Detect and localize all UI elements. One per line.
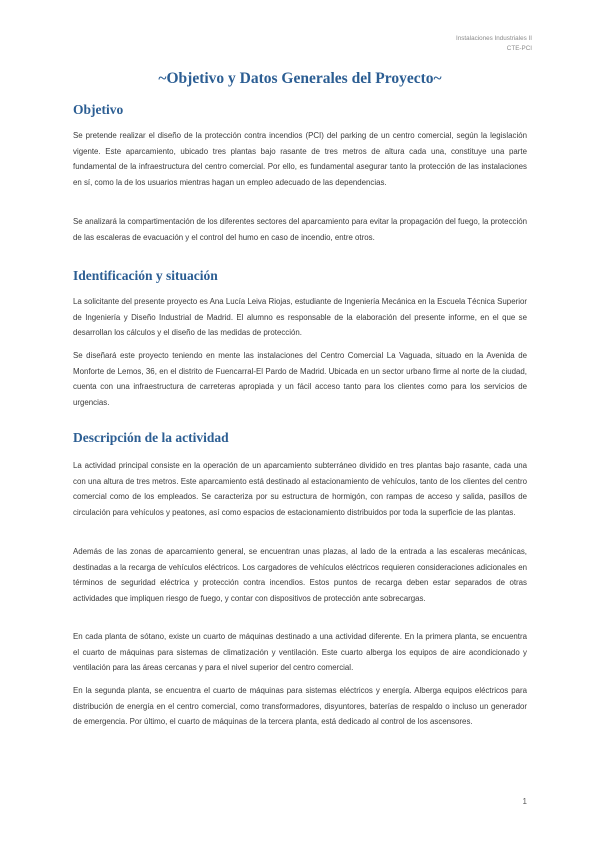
paragraph-descripcion-4: En la segunda planta, se encuentra el cuarto de máquinas para sistemas eléctricos y energía. Alberga equipos eléctricos para distribución de energía en el centro comercial, como transformadores, disyuntores, baterías de respaldo o incluso un generador de emergencia. Por último, el cuarto de máquinas de la tercera planta, está dedicado al control de los ascensores. bbox=[73, 686, 527, 727]
paragraph-descripcion-1: La actividad principal consiste en la operación de un aparcamiento subterráneo dividido en tres plantas bajo rasante, cada una con una altura de tres metros. Este aparcamiento está destinado al estacionamiento de vehículos, tanto de los clientes del centro comercial como de los empleados. Se caracteriza por su estructura de hormigón, con rampas de acceso y salida, pasillos de circulación para vehículos y peatones, así como espacios de estacionamiento distribuidos por toda la superficie de las plantas. bbox=[73, 461, 527, 517]
page-header bbox=[456, 34, 532, 53]
heading-objetivo: Objetivo bbox=[73, 102, 124, 117]
header-course: Instalaciones Industriales II bbox=[456, 35, 532, 42]
header-code: CTE-PCI bbox=[506, 44, 532, 52]
paragraph-descripcion-3: En cada planta de sótano, existe un cuarto de máquinas destinado a una actividad diferente. En la primera planta, se encuentra el cuarto de máquinas para sistemas de climatización y ventilación. Este cuarto alberga los equipos de aire acondicionado y ventilación para las áreas cercanas y para el nivel superior del centro comercial. bbox=[73, 632, 527, 673]
paragraph-identificacion-1: La solicitante del presente proyecto es Ana Lucía Leiva Riojas, estudiante de Ingeniería Mecánica en la Escuela Técnica Superior de Ingeniería y Diseño Industrial de Madrid. El alumno es responsable de la elaboración del presente informe, en el que se desarrollan los cálculos y el diseño de las medidas de protección. bbox=[73, 297, 527, 338]
paragraph-objetivo-2: Se analizará la compartimentación de los diferentes sectores del aparcamiento para evitar la propagación del fuego, la protección de las escaleras de evacuación y el control del humo en caso de incendio, entre otros. bbox=[73, 217, 527, 242]
paragraph-identificacion-2: Se diseñará este proyecto teniendo en mente las instalaciones del Centro Comercial La Vaguada, situado en la Avenida de Monforte de Lemos, 36, en el distrito de Fuencarral-El Pardo de Madrid. Ubicada en un sector urbano firme al norte de la ciudad, cuenta con una infraestructura de carreteras apropiada y un fácil acceso tanto para los clientes como para los servicios de urgencias. bbox=[73, 351, 527, 407]
heading-identificacion: Identificación y situación bbox=[73, 268, 218, 283]
paragraph-descripcion-2: Además de las zonas de aparcamiento general, se encuentran unas plazas, al lado de la entrada a las escaleras mecánicas, destinadas a la recarga de vehículos eléctricos. Los cargadores de vehículos eléctricos requieren consideraciones adicionales en términos de seguridad eléctrica y protección contra incendios. Estos puntos de recarga deben estar separados de otras actividades que impliquen riesgo de fuego, y contar con dispositivos de protección ante sobrecargas. bbox=[73, 547, 527, 603]
document-title: ~Objetivo y Datos Generales del Proyecto~ bbox=[158, 70, 442, 87]
heading-descripcion: Descripción de la actividad bbox=[73, 430, 229, 445]
page-number: 1 bbox=[522, 797, 527, 806]
paragraph-objetivo-1: Se pretende realizar el diseño de la protección contra incendios (PCI) del parking de un centro comercial, según la legislación vigente. Este aparcamiento, ubicado tres plantas bajo rasante de tres metros de altura cada una, constituye una parte fundamental de la infraestructura del centro comercial. Por ello, es fundamental asegurar tanto la protección de las instalaciones en sí, como la de los usuarios mientras hagan un empleo adecuado de las dependencias. bbox=[73, 131, 527, 187]
